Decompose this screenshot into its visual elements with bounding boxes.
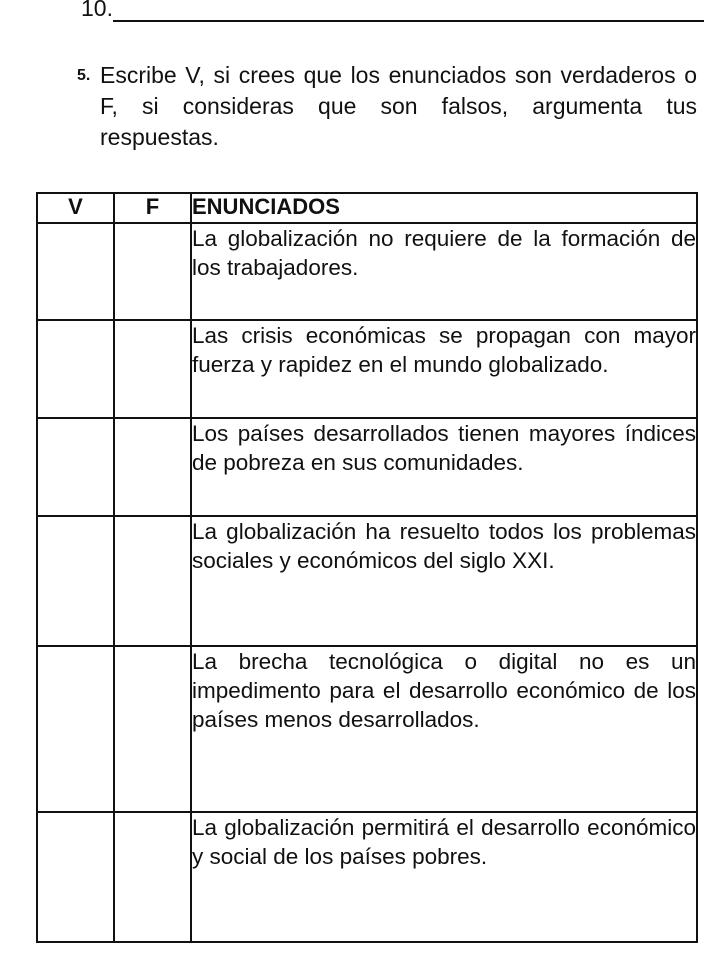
question-number: 5. — [77, 67, 91, 84]
table-header-row — [37, 193, 697, 223]
answer-cell-f[interactable] — [114, 223, 191, 320]
item-10-number: 10. — [81, 0, 113, 21]
answer-cell-v[interactable] — [37, 223, 114, 320]
answer-cell-f[interactable] — [114, 516, 191, 646]
answer-cell-v[interactable] — [37, 320, 114, 418]
statement-cell: La globalización permitirá el desarrollo económico y social de los países pobres. — [191, 812, 697, 942]
header-f: F — [114, 193, 191, 223]
question-text: Escribe V, si crees que los enunciados son verdaderos o F, si consideras que son falsos, argumenta tus respuestas. — [100, 62, 697, 150]
statement-cell: Los países desarrollados tienen mayores índices de pobreza en sus comunidades. — [191, 418, 697, 516]
table-row — [37, 812, 697, 942]
table-row — [37, 646, 697, 812]
statement-cell: La brecha tecnológica o digital no es un impedimento para el desarrollo económico de los países menos desarrollados. — [191, 646, 697, 812]
header-v: V — [37, 193, 114, 223]
answer-cell-f[interactable] — [114, 320, 191, 418]
table-row — [37, 418, 697, 516]
question-5 — [77, 60, 697, 153]
answer-cell-f[interactable] — [114, 418, 191, 516]
answer-cell-f[interactable] — [114, 812, 191, 942]
statement-cell: La globalización ha resuelto todos los problemas sociales y económicos del siglo XXI. — [191, 516, 697, 646]
answer-cell-f[interactable] — [114, 646, 191, 812]
table-row — [37, 320, 697, 418]
table-row — [37, 516, 697, 646]
answer-cell-v[interactable] — [37, 812, 114, 942]
answer-cell-v[interactable] — [37, 418, 114, 516]
statement-cell: La globalización no requiere de la formación de los trabajadores. — [191, 223, 697, 320]
header-statements: ENUNCIADOS — [191, 193, 697, 223]
answer-line[interactable] — [113, 0, 704, 22]
true-false-table — [36, 192, 698, 943]
statement-cell: Las crisis económicas se propagan con mayor fuerza y rapidez en el mundo globalizado. — [191, 320, 697, 418]
item-10 — [81, 0, 704, 22]
answer-cell-v[interactable] — [37, 516, 114, 646]
table-row — [37, 223, 697, 320]
answer-cell-v[interactable] — [37, 646, 114, 812]
